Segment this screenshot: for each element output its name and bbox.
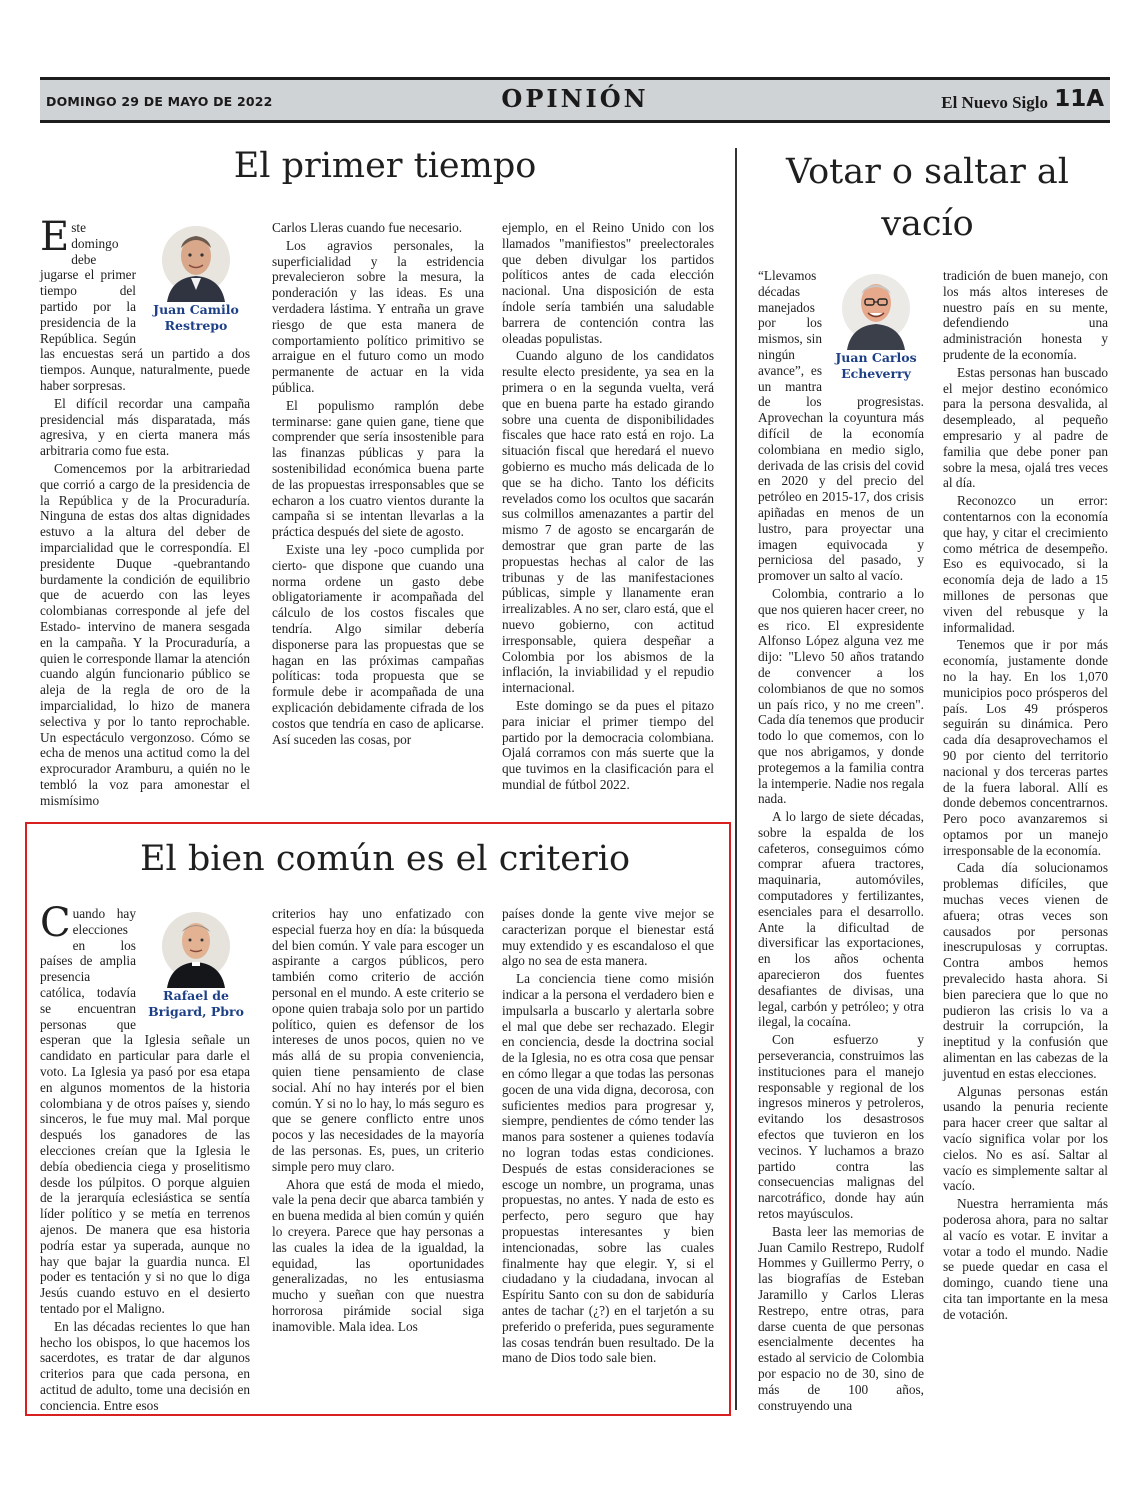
paragraph: Nuestra herramienta más poderosa ahora, para no saltar al vacío es votar. E invitar a votar a todo el mundo. Nadie se puede quedar en casa el domingo, cuando tiene una cita tan importante en la mesa de votación. [943, 1196, 1108, 1322]
paragraph: Cuando alguno de los candidatos resulte electo presidente, ya sea en la primera o en la segunda vuelta, verá que en buena parte ha estado girando sobre una cuenta de disponibilidades fiscales que hace rato está en rojo. La situación fiscal que heredará el nuevo gobierno es mucho más delicada de lo que se ha dicho. Tanto los déficits revelados como los ocultos que sacarán sus colmillos amenazantes a partir del mismo 7 de agosto se encargarán de demostrar que gran parte de las propuestas hechas al calor de las tribunas y de las manifestaciones públicas, simple y llanamente eran irrealizables. A no ser, claro está, que el nuevo gobierno, con actitud irresponsable, quiera despeñar a Colombia por los abismos de la inflación, la inviabilidad y el repudio internacional. [502, 348, 714, 696]
paragraph: Los agravios personales, la superficialidad y la estridencia prevalecieron sobre la mesura, la ponderación y las ideas. Es una verdadera lástima. Y entraña un grave riesgo de que esta manera de comportamiento político primitivo se arraigue en el futuro como un modo permanente de actuar en la vida pública. [272, 237, 484, 395]
paragraph: Reconozco un error: contentarnos con la economía que hay, y citar el crecimiento como métrica de desempeño. Eso es equivocado, si la economía deja de lado a 15 millones de personas que viven del rebusque y la informalidad. [943, 493, 1108, 635]
paragraph: Comencemos por la arbitrariedad que corrió a cargo de la presidencia de la República y de la Procuraduría. Ninguna de estas dos altas dignidades estuvo a la altura del deber de imparcialidad que le correspondía. El presidente Duque -quebrantando burdamente la condición de equilibrio que de acuerdo con las leyes colombianas corresponde al jefe del Estado- intervino de manera sesgada en la campaña. Y la Procuraduría, a quien le corresponde llamar la atención cuando algún funcionario público se aleja de la regla de oro de la imparcialidad, lo hizo de manera selectiva y por lo tanto reprochable. Un espectáculo vergonzoso. Cómo se echa de menos una actitud como la del exprocurador Aramburu, a quién no le tembló la voz para amonestar el mismísimo [40, 460, 250, 808]
paragraph: A lo largo de siete décadas, sobre la espalda de los cafeteros, conseguimos cómo comprar afuera tractores, maquinaria, automóviles, computadores y fertilizantes, esenciales para el desarrollo. Ante la dificultad de diversificar las exportaciones, en los años ochenta aparecieron dos fuentes desafiantes de divisas, una legal, carbón y petróleo; y otra ilegal, la cocaína. [758, 809, 924, 1030]
paragraph: El difícil recordar una campaña presidencial más disparatada, más agresiva, y en cierta manera más arbitraria como fue esta. [40, 395, 250, 459]
article3-title: Votar o saltar al vacío [786, 152, 1069, 244]
drop-cap: E [40, 214, 70, 260]
paragraph: Tenemos que ir por más economía, justamente donde no la hay. En los 1,070 municipios poco prósperos del país. Los 49 prósperos seguirán su dinámica. Pero cada día desaprovechamos el 90 por ciento del territorio nacional y dos terceras partes de la fuera laboral. Allí es donde debemos concentrarnos. Pero poco avanzaremos si optamos por un manejo irresponsable de la economía. [943, 637, 1108, 858]
article2-title: El bien común es el criterio [139, 839, 631, 879]
paragraph: Colombia, contrario a lo que nos quieren hacer creer, no es rico. El expresidente Alfonso López alguna vez me dijo: "Llevo 50 años tratando de convencer a los colombianos de que no somos un país rico, y no me creen". Cada día tenemos que producir todo lo que comemos, con lo que nos abrigamos, y donde protegemos a la familia contra la intemperie. Nadie nos regala nada. [758, 585, 924, 807]
paragraph: Algunas personas están usando la penuria reciente para hacer creer que saltar al vacío significa volar por los cielos. No es así. Saltar al vacío es simplemente saltar al vacío. [943, 1083, 1108, 1194]
paragraph: Existe una ley -poco cumplida por cierto- que dispone que cuando una norma ordene un gasto debe obligatoriamente ir acompañada del cálculo de los costos fiscales que tendría. Algo similar debería disponerse para las propuestas que se hagan en las próximas campañas políticas: toda propuesta que se formule debe ir acompañada de una explicación debidamente cifrada de los costos que tendría en caso de aplicarse. Así suceden las cosas, por [272, 541, 484, 747]
author-name-line2: Echeverry [841, 366, 911, 381]
paragraph: “Llevamos décadas manejados por los mismos, sin ningún avance”, es un mantra de los progresistas. Aprovechan la coyuntura más difícil de la economía colombiana en medio siglo, derivada de las crisis del covid en 2020 y del precio del petróleo en 2015-17, dos crisis apiñadas en menos de un lustro, para proyectar una imagen equivocada y perniciosa del pasado, y promover un salto al vacío. [758, 268, 924, 584]
paragraph: Estas personas han buscado el mejor destino económico para la persona desvalida, al desempleado, al pequeño empresario y al padre de familia que debe poner pan sobre la mesa, ojalá tres veces al día. [943, 364, 1108, 491]
portrait-icon [161, 220, 231, 302]
header-date: DOMINGO 29 DE MAYO DE 2022 [46, 94, 273, 109]
article2-column-3 [502, 906, 714, 1368]
paragraph: países donde la gente vive mejor se caracterizan porque el bienestar está muy extendido y es escandaloso el que algo no sea de esta manera. [502, 906, 714, 969]
article3-column-1 [758, 268, 924, 1415]
author-photo-juan-camilo [142, 220, 250, 332]
article2-column-2 [272, 906, 484, 1337]
newspaper-name: El Nuevo Siglo [941, 93, 1048, 112]
author-name-line1: Juan Carlos [835, 350, 917, 365]
article1-column-1 [40, 214, 250, 810]
article3-column-2 [943, 268, 1108, 1325]
article1-column-3 [502, 220, 714, 795]
drop-cap: C [40, 900, 71, 946]
article2-column-1 [40, 900, 250, 1416]
page-header [40, 77, 1110, 123]
section-title: OPINIÓN [501, 84, 649, 113]
paragraph: El populismo ramplón debe terminarse: gane quien gane, tiene que comprender que sería insostenible para las finanzas públicas y para la sostenibilidad económica buena parte de las propuestas irresponsables que se echaron a los cuatro vientos durante la campaña si se intentan llevarlas a la práctica después del siete de agosto. [272, 397, 484, 540]
paragraph: Cuando hay elecciones en los países de amplia presencia católica, todavía se encuentran personas que esperan que la Iglesia señale un candidato en particular para darle el voto. La Iglesia ya pasó por esa etapa en algunos momentos de la historia colombiana y de otros países y, siendo sinceros, le fue muy mal. Mal porque después los ganadores de las elecciones creían que la Iglesia le debía obediencia ciega y proselitismo desde los púlpitos. O porque alguien de la jerarquía eclesiástica se sentía líder político y se metía en terrenos ajenos. De manera que esa historia podría estar ya superada, aunque no hay que bajar la guardia nunca. El poder es tentación y si no que lo diga Jesús cuando estuvo en el desierto tentado por el Maligno. [40, 900, 250, 1316]
paragraph: Este domingo debe jugarse el primer tiempo del partido por la presidencia de la República. Según las encuestas será un partido a dos tiempos. Aunque, naturalmente, puede haber sorpresas. [40, 214, 250, 393]
author-name-line1: Rafael de [163, 988, 229, 1003]
paragraph: ejemplo, en el Reino Unido con los llamados "manifiestos" preelectorales que deben divulgar los partidos políticos antes de cada elección nacional. Una disposición de esta índole sería también una saludable barrera de contención contra las oleadas populistas. [502, 220, 714, 346]
portrait-icon [161, 906, 231, 988]
paragraph: En las décadas recientes lo que han hecho los obispos, lo que hacemos los sacerdotes, es tratar de dar algunos criterios para que cada persona, en actitud de adulto, tome una decisión en conciencia. Entre esos [40, 1318, 250, 1413]
paragraph: La conciencia tiene como misión indicar a la persona el verdadero bien e impulsarla a buscarlo y alertarla sobre el mal que debe ser rechazado. Elegir en conciencia, desde la doctrina social de la Iglesia, no es otra cosa que pensar en cómo llegar a que todas las personas gocen de una vida digna, decorosa, con suficientes medios para progresar y, siempre, pendientes de cómo tender las manos para sostener a quienes todavía no logran todas estas condiciones. Después de estas consideraciones se escoge un nombre, un programa, unas propuestas, no antes. Y nada de esto es perfecto, pero seguro que hay propuestas interesantes y bien intencionadas, sobre las cuales finalmente hay que elegir. Y, si el ciudadano y la ciudadana, invocan al Espíritu Santo con su don de sabiduría antes de tachar (¿?) en el tarjetón a su preferido o preferida, pues seguramente las cosas tendrán buen resultado. De la mano de Dios todo sale bien. [502, 971, 714, 1366]
author-name-line1: Juan Camilo [153, 302, 239, 317]
paragraph: Basta leer las memorias de Juan Camilo Restrepo, Rudolf Hommes y Guillermo Perry, o las biografías de Esteban Jaramillo y Carlos Lleras Restrepo, entre otras, para darse cuenta de que personas esencialmente decentes ha estado al servicio de Colombia por espacio no de 30, sino de más de 100 años, construyendo una [758, 1223, 924, 1413]
author-name-line2: Restrepo [164, 318, 228, 333]
paragraph: Cada día solucionamos problemas difíciles, que muchas veces vienen de afuera; otras veces son causados por personas inescrupulosas y corruptas. Contra ambos hemos prevalecido hasta ahora. Si bien pareciera que lo que no pudieron las crisis lo va a destruir la corrupción, la ineptitud y la confusión que alimentan en las cabezas de la juventud en estas elecciones. [943, 860, 1108, 1081]
paragraph: Con esfuerzo y perseverancia, construimos las instituciones para el manejo responsable y regional de los ingresos mineros y petroleros, evitando los desastrosos efectos que tuvieron en los vecinos. Y luchamos a brazo partido contra las consecuencias malignas del narcotráfico, donde hay aún retos mayúsculos. [758, 1032, 924, 1222]
author-photo-juan-carlos [828, 268, 924, 380]
portrait-icon [841, 268, 911, 350]
article1-column-2 [272, 220, 484, 749]
author-name-line2: Brigard, Pbro [148, 1004, 244, 1019]
paragraph: Carlos Lleras cuando fue necesario. [272, 220, 463, 235]
article1-title: El primer tiempo [233, 146, 537, 186]
paragraph: tradición de buen manejo, con los más altos intereses de nuestro país en su mente, defendiendo una administración honesta y prudente de la economía. [943, 268, 1108, 362]
page-number: 11A [1054, 86, 1104, 112]
paragraph: Ahora que está de moda el miedo, vale la pena decir que abarca también y en buena medida al bien común y quién lo creyera. Parece que hay personas a las cuales la idea de la igualdad, la equidad, las oportunidades generalizadas, no les entusiasma mucho y sueñan con que nuestra horrorosa pirámide social siga inamovible. Mala idea. Los [272, 1176, 484, 1334]
paragraph: criterios hay uno enfatizado con especial fuerza hoy en día: la búsqueda del bien común. Y vale para escoger un aspirante a cargos públicos, pero también como criterio de acción personal en el mundo. A este criterio se opone quien trabaja solo por un partido político, quien es defensor de los intereses de unos pocos, quien no ve más allá de su propia conveniencia, quien tiene pensamiento de clase social. Ahí no hay interés por el bien común. Y si no lo hay, lo más seguro es que se genere conflicto entre unos pocos y las necesidades de la mayoría de las personas. Es, pues, un criterio simple pero muy claro. [272, 906, 484, 1174]
paragraph: Este domingo se da pues el pitazo para iniciar el primer tiempo del partido por la democracia colombiana. Ojalá corramos con más suerte que la que tuvimos en la clasificación para el mundial de fútbol 2022. [502, 697, 714, 792]
column-divider [735, 148, 737, 1410]
author-photo-rafael [142, 906, 250, 1018]
